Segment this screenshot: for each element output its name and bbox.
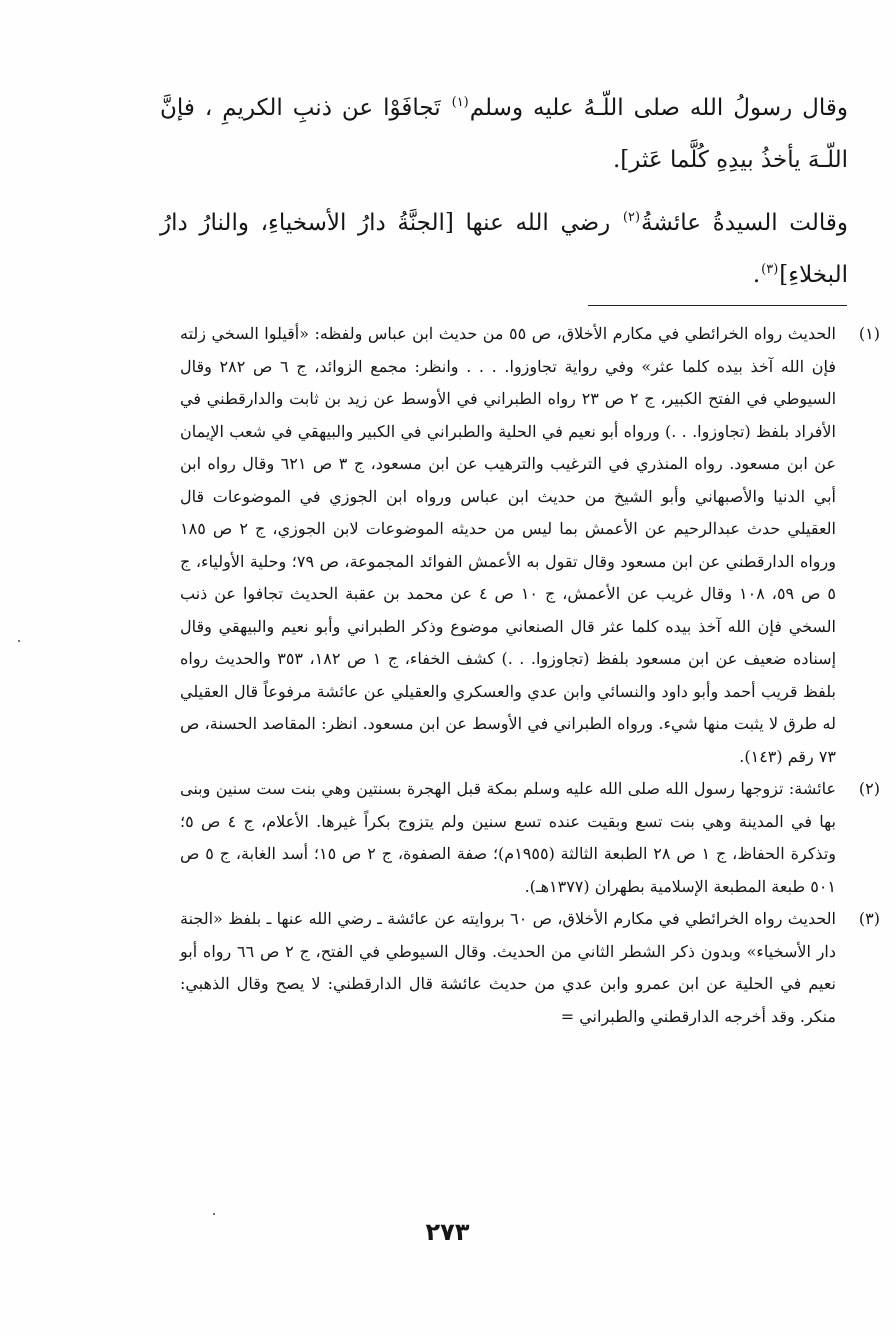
footnotes <box>180 318 880 1033</box>
footnote-3-text: الحديث رواه الخرائطي في مكارم الأخلاق، ص ٦٠ بروايته عن عائشة ـ رضي الله عنها ـ بلفظ «الجنة دار الأسخياء» وبدون ذكر الشطر الثاني من الحديث. وقال السيوطي في الفتح، ج ٢ ص ٦٦ رواه أبو نعيم في الحلية عن ابن عمرو وابن عدي من حديث عائشة قال الدارقطني: لا يصح وقال الذهبي: منكر. وقد أخرجه الدارقطني والطبراني = <box>180 909 837 1026</box>
footnote-ref-1: (١) <box>451 95 469 111</box>
main-paragraph-2-text-b: رضي الله عنها [الجنَّةُ دارُ الأسخياءِ، والنارُ دارُ البخلاءِ] <box>160 210 848 288</box>
footnote-separator <box>588 305 847 306</box>
footnote-1 <box>180 318 880 773</box>
footnote-3-number: (٣) <box>858 909 880 928</box>
main-paragraph-2-text-a: وقالت السيدةُ عائشةُ <box>641 210 848 236</box>
main-paragraph-1-text-a: وقال رسولُ الله صلى اللّـهُ عليه وسلم <box>469 95 848 121</box>
main-paragraph-2-text-c: . <box>752 262 761 288</box>
main-paragraph-1-text-b: تَجافَوْا عن ذنبِ الكريمِ ، فإنَّ اللّـهَ يأخذُ بيدِهِ كُلَّما عَثر]. <box>160 95 848 173</box>
footnote-3 <box>180 903 880 1033</box>
scan-speck <box>18 640 20 642</box>
footnote-2-number: (٢) <box>858 779 880 798</box>
footnote-ref-3: (٣) <box>761 262 779 278</box>
footnote-1-number: (١) <box>858 324 880 343</box>
main-text <box>160 82 848 312</box>
scan-speck <box>213 1213 215 1215</box>
page-number: ٢٧٣ <box>425 1218 470 1246</box>
main-paragraph-2 <box>160 197 848 301</box>
main-paragraph-1 <box>160 82 848 186</box>
footnote-ref-2: (٢) <box>622 210 641 226</box>
footnote-1-text: الحديث رواه الخرائطي في مكارم الأخلاق، ص ٥٥ من حديث ابن عباس ولفظه: «أقيلوا السخي زلته فإن الله آخذ بيده كلما عثر» وفي رواية تجاوزوا. . . . وانظر: مجمع الزوائد، ج ٦ ص ٢٨٢ وقال السيوطي في الفتح الكبير، ج ٢ ص ٢٣ رواه الطبراني في الأوسط عن زيد بن ثابت والدارقطني في الأفراد بلفظ (تجاوزوا. . .) ورواه أبو نعيم في الحلية والطبراني في الكبير والبيهقي في شعب الإيمان عن ابن مسعود. رواه المنذري في الترغيب والترهيب عن ابن مسعود، ج ٣ ص ٦٢١ وقال رواه ابن أبي الدنيا والأصبهاني وأبو الشيخ من حديث ابن عباس ورواه ابن الجوزي في الموضوعات قال العقيلي حدث عبدالرحيم عن الأعمش بما ليس من حديثه الموضوعات لابن الجوزي، ج ٢ ص ١٨٥ ورواه الدارقطني عن ابن مسعود وقال تقول به الأعمش الفوائد المجموعة، ص ٧٩؛ وحلية الأولياء، ج ٥ ص ٥٩، ١٠٨ وقال غريب عن الأعمش، ج ١٠ ص ٤ عن محمد بن عقبة الحديث تجافوا عن ذنب السخي فإن الله آخذ بيده كلما عثر قال الصنعاني موضوع وذكر الطبراني وأبو نعيم والبيهقي وقال إسناده ضعيف عن ابن مسعود بلفظ (تجاوزوا. . .) كشف الخفاء، ج ١ ص ١٨٢، ٣٥٣ والحديث رواه بلفظ قريب أحمد وأبو داود والنسائي وابن عدي والعسكري والعقيلي عن عائشة مرفوعاً قال العقيلي له طرق لا يثبت منها شيء. ورواه الطبراني في الأوسط عن ابن مسعود. انظر: المقاصد الحسنة، ص ٧٣ رقم (١٤٣). <box>180 324 837 766</box>
footnote-2 <box>180 773 880 903</box>
footnote-2-text: عائشة: تزوجها رسول الله صلى الله عليه وسلم بمكة قبل الهجرة بسنتين وهي بنت ست سنين وبنى بها في المدينة وهي بنت تسع وبقيت عنده تسع سنين ولم يتزوج بكراً غيرها. الأعلام، ج ٤ ص ٥؛ وتذكرة الحفاظ، ج ١ ص ٢٨ الطبعة الثالثة (١٩٥٥م)؛ صفة الصفوة، ج ٢ ص ١٥؛ أسد الغابة، ج ٥ ص ٥٠١ طبعة المطبعة الإسلامية بطهران (١٣٧٧هـ). <box>180 779 837 896</box>
